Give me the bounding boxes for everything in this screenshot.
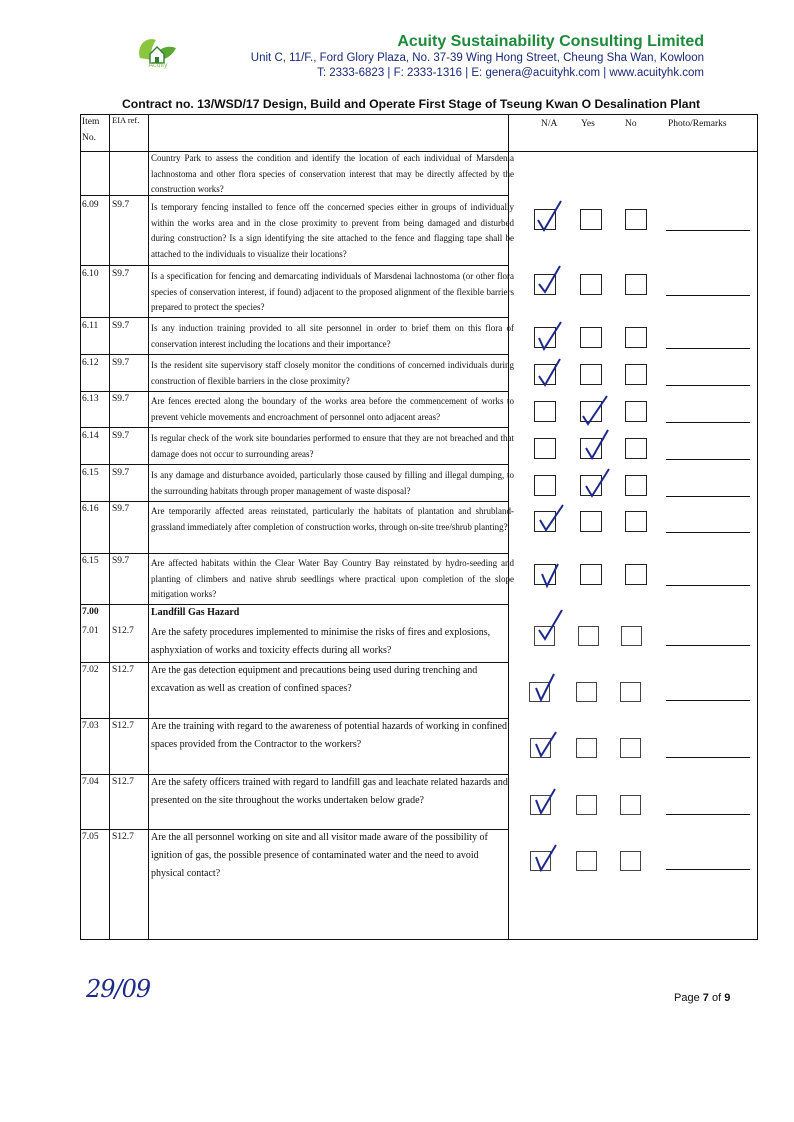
- tick-mark-icon: [530, 840, 560, 874]
- checkbox-no[interactable]: [625, 511, 647, 532]
- row-item-no: 7.05: [82, 832, 99, 842]
- row-eia-ref: S9.7: [112, 358, 130, 368]
- row-eia-ref: S12.7: [112, 721, 134, 731]
- checkbox-yes[interactable]: [580, 364, 602, 385]
- company-contact: T: 2333-6823 | F: 2333-1316 | E: genera@acuityhk.com | www.acuityhk.com: [317, 67, 704, 79]
- checkbox-no[interactable]: [620, 851, 641, 871]
- tick-mark-icon: [530, 670, 560, 704]
- tick-mark-icon: [535, 356, 565, 390]
- row-question: Is the resident site supervisory staff closely monitor the conditions of concerned individuals during construction of flexible barriers in the close proximity?: [151, 360, 514, 386]
- logo-wordmark: Acuity: [148, 62, 168, 69]
- page-current: 7: [702, 992, 709, 1004]
- row-eia-ref: S12.7: [112, 665, 134, 675]
- row-question: Are the safety officers trained with regard to landfill gas and leachate related hazards and presented on the site throughout the works undertaken below grade?: [151, 777, 508, 806]
- row-item-no: 6.09: [82, 200, 99, 210]
- row-eia-ref: S9.7: [112, 431, 130, 441]
- page-of-label: of: [711, 992, 722, 1004]
- checkbox-yes[interactable]: [576, 682, 597, 702]
- row-eia-ref: S9.7: [112, 468, 130, 478]
- handwritten-date: 29/09: [86, 975, 151, 1003]
- tick-mark-icon: [535, 319, 565, 353]
- remarks-line[interactable]: [666, 230, 750, 231]
- row-question: Is temporary fencing installed to fence off the concerned species either in groups of individually within the works area and in the close proximity to prevent from being damaged and disturbed during construction? Is a sign identifying the site attached to the fence and flagging tape shall be attached to the individuals to visualize their locations?: [151, 202, 514, 259]
- checkbox-no[interactable]: [625, 438, 647, 459]
- row-question: Is any damage and disturbance avoided, particularly those caused by filling and illegal dumping, to the surrounding habitats through proper management of waste disposal?: [151, 470, 514, 496]
- remarks-line[interactable]: [666, 700, 750, 701]
- row-eia-ref: S12.7: [112, 832, 134, 842]
- remarks-line[interactable]: [666, 459, 750, 460]
- row-question: Are fences erected along the boundary of the works area before the commencement of works to prevent vehicle movements and encroachment of personnel onto adjacent areas?: [151, 396, 514, 422]
- remarks-line[interactable]: [666, 385, 750, 386]
- row-item-no: 6.15: [82, 556, 99, 566]
- header-remarks: Photo/Remarks: [668, 119, 727, 129]
- tick-mark-icon: [535, 200, 565, 234]
- tick-mark-icon: [530, 784, 560, 818]
- section-item-no: 7.00: [82, 607, 99, 617]
- row-item-no: 7.02: [82, 665, 99, 675]
- header-no: No.: [82, 133, 96, 143]
- remarks-line[interactable]: [666, 814, 750, 815]
- tick-mark-icon: [536, 558, 566, 592]
- col-divider-item: [109, 114, 110, 940]
- row-item-no: 6.12: [82, 358, 99, 368]
- row-line: [80, 427, 508, 428]
- row-question: Is any induction training provided to all site personnel in order to brief them on this flora of conservation interest including the locations and their importance?: [151, 323, 514, 349]
- row-item-no: 6.11: [82, 321, 99, 331]
- row-eia-ref: S12.7: [112, 777, 134, 787]
- checkbox-yes[interactable]: [576, 851, 597, 871]
- header-item: Item: [82, 117, 100, 127]
- company-name: Acuity Sustainability Consulting Limited: [397, 33, 704, 50]
- tick-mark-icon: [582, 428, 612, 462]
- header-no-col: No: [625, 119, 637, 129]
- page-total: 9: [724, 992, 731, 1004]
- page-label: Page: [674, 992, 700, 1004]
- contract-title: Contract no. 13/WSD/17 Design, Build and Operate First Stage of Tseung Kwan O Desalination Plant: [122, 97, 701, 111]
- row-item-no: 6.10: [82, 269, 99, 279]
- checkbox-no[interactable]: [625, 274, 647, 295]
- row-question: Are the training with regard to the awareness of potential hazards of working in confined spaces provided from the Contractor to the workers?: [151, 721, 507, 750]
- checkbox-no[interactable]: [625, 564, 647, 585]
- checkbox-yes[interactable]: [576, 795, 597, 815]
- checkbox-no[interactable]: [620, 682, 641, 702]
- row-eia-ref: S9.7: [112, 556, 130, 566]
- row-question: Country Park to assess the condition and identify the location of each individual of Marsdenia lachnostoma and other flora species of conservation interest that may be directly affected by the construction works?: [151, 153, 514, 194]
- tick-mark-icon: [580, 394, 610, 428]
- tick-mark-icon: [535, 264, 565, 298]
- checkbox-na[interactable]: [534, 475, 556, 496]
- checkbox-no[interactable]: [625, 327, 647, 348]
- checkbox-no[interactable]: [625, 209, 647, 230]
- checkbox-no[interactable]: [620, 795, 641, 815]
- checkbox-yes[interactable]: [576, 738, 597, 758]
- col-divider-eia: [148, 114, 149, 940]
- row-item-no: 7.03: [82, 721, 99, 731]
- remarks-line[interactable]: [666, 757, 750, 758]
- tick-mark-icon: [582, 466, 612, 500]
- checkbox-no[interactable]: [625, 364, 647, 385]
- remarks-line[interactable]: [666, 532, 750, 533]
- remarks-line[interactable]: [666, 869, 750, 870]
- remarks-line[interactable]: [666, 645, 750, 646]
- row-item-no: 7.01: [82, 626, 99, 636]
- row-eia-ref: S9.7: [112, 504, 130, 514]
- row-question: Is regular check of the work site boundaries performed to ensure that they are not breached and that damage does not occur to surrounding areas?: [151, 433, 514, 459]
- row-line: [80, 391, 508, 392]
- checklist-table: [80, 114, 758, 940]
- section-title: Landfill Gas Hazard: [151, 607, 240, 618]
- header-eia: EIA ref.: [112, 115, 140, 125]
- row-line: [80, 501, 508, 502]
- tick-mark-icon: [535, 608, 565, 642]
- row-item-no: 6.16: [82, 504, 99, 514]
- row-line: [80, 317, 508, 318]
- row-eia-ref: S9.7: [112, 321, 130, 331]
- checkbox-no[interactable]: [620, 738, 641, 758]
- row-item-no: 7.04: [82, 777, 99, 787]
- row-item-no: 6.14: [82, 431, 99, 441]
- row-question: Are temporarily affected areas reinstated, particularly the habitats of plantation and shrubland-grassland immediately after completion of construction works, through on-site tree/shrub planting?: [151, 506, 514, 532]
- company-address: Unit C, 11/F., Ford Glory Plaza, No. 37-39 Wing Hong Street, Cheung Sha Wan, Kowloon: [250, 52, 704, 64]
- checkbox-no[interactable]: [621, 626, 642, 646]
- row-eia-ref: S9.7: [112, 269, 130, 279]
- checkbox-no[interactable]: [625, 401, 647, 422]
- row-question: Is a specification for fencing and demarcating individuals of Marsdenai lachnostoma (or other flora species of conservation interest, if found) adjacent to the proposed alignment of the flexible barriers prepared to protect the species?: [151, 271, 514, 312]
- checkbox-no[interactable]: [625, 475, 647, 496]
- row-question: Are the all personnel working on site and all visitor made aware of the possibility of ignition of gas, the possible presence of contaminated water and the need to avoid physical contact?: [151, 832, 488, 879]
- tick-mark-icon: [530, 726, 560, 760]
- page-number: [674, 992, 730, 1004]
- row-question: Are affected habitats within the Clear Water Bay Country Bay reinstated by hydro-seeding and planting of climbers and native shrub seedlings where practical upon completion of the slope mitigation works?: [151, 558, 514, 599]
- checkbox-yes[interactable]: [580, 274, 602, 295]
- row-line: [80, 464, 508, 465]
- remarks-line[interactable]: [666, 348, 750, 349]
- row-item-no: 6.15: [82, 468, 99, 478]
- row-line: [80, 265, 508, 266]
- checkbox-na[interactable]: [534, 438, 556, 459]
- header-yes: Yes: [581, 119, 595, 129]
- checkbox-yes[interactable]: [580, 511, 602, 532]
- remarks-line[interactable]: [666, 295, 750, 296]
- checkbox-yes[interactable]: [580, 327, 602, 348]
- tick-mark-icon: [536, 502, 566, 536]
- row-line: [80, 354, 508, 355]
- row-question: Are the safety procedures implemented to minimise the risks of fires and explosions, asphyxiation of works and toxicity effects during all works?: [151, 627, 491, 656]
- header-na: N/A: [541, 119, 558, 129]
- row-line: [80, 553, 508, 554]
- checkbox-yes[interactable]: [580, 564, 602, 585]
- row-eia-ref: S12.7: [112, 626, 134, 636]
- remarks-line[interactable]: [666, 496, 750, 497]
- row-eia-ref: S9.7: [112, 394, 130, 404]
- checkbox-yes[interactable]: [578, 626, 599, 646]
- remarks-line[interactable]: [666, 585, 750, 586]
- row-eia-ref: S9.7: [112, 200, 130, 210]
- checkbox-yes[interactable]: [580, 209, 602, 230]
- row-question: Are the gas detection equipment and precautions being used during trenching and excavation as well as creation of confined spaces?: [151, 665, 478, 694]
- row-item-no: 6.13: [82, 394, 99, 404]
- remarks-line[interactable]: [666, 422, 750, 423]
- checkbox-na[interactable]: [534, 401, 556, 422]
